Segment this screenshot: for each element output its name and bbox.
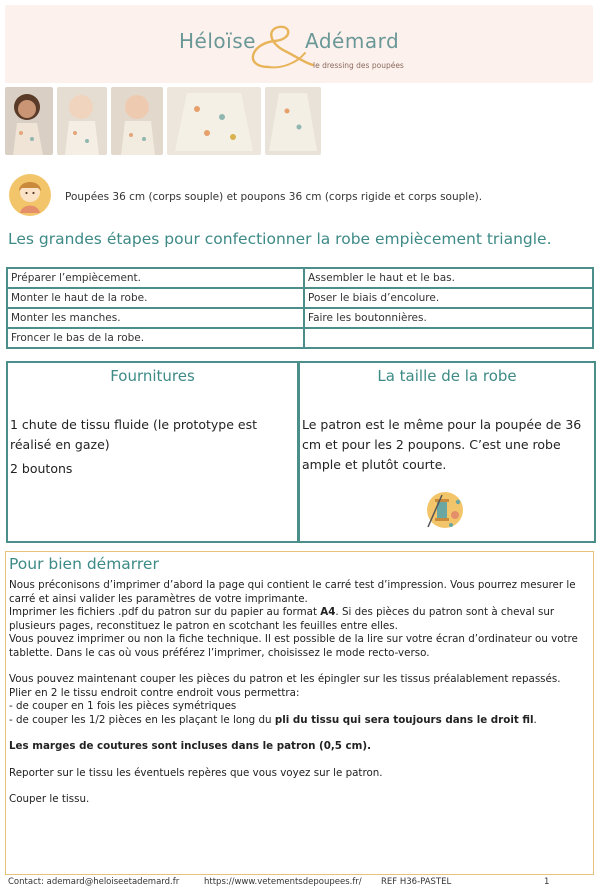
table-row — [7, 328, 593, 348]
footer-website[interactable]: https://www.vetementsdepoupees.fr/ — [204, 877, 362, 887]
paragraph-cut-fabric: Couper le tissu. — [9, 793, 90, 805]
supplies-item-buttons: 2 boutons — [10, 461, 73, 476]
step-cell: Poser le biais d’encolure. — [304, 288, 593, 308]
paragraph-fold-fabric: Plier en 2 le tissu endroit contre endroit vous permettra: — [9, 686, 300, 699]
paragraph-technical-sheet: Vous pouvez imprimer ou non la fiche technique. Il est possible de la lire sur votre écran d’ordinateur ou votre tablette. Dans le cas où vous préférez l’imprimer, choisissez le mode recto-verso. — [9, 633, 578, 659]
logo-text-heloise: Héloïse — [179, 29, 256, 53]
supplies-item-fabric: 1 chute de tissu fluide (le prototype est réalisé en gaze) — [10, 417, 257, 452]
paragraph-half-pieces: - de couper les 1/2 pièces en les plaçant le long du pli du tissu qui sera toujours dans le droit fil. — [9, 713, 537, 726]
photo-doll-1 — [5, 87, 53, 155]
photo-doll-3 — [111, 87, 163, 155]
brand-logo — [173, 19, 443, 75]
getting-started-title: Pour bien démarrer — [9, 555, 159, 573]
doll-sizes-text: Poupées 36 cm (corps souple) et poupons 36 cm (corps rigide et corps souple). — [65, 191, 483, 203]
step-cell: Préparer l’empiècement. — [7, 268, 304, 288]
dress-size-title: La taille de la robe — [377, 367, 517, 385]
step-cell: Monter le haut de la robe. — [7, 288, 304, 308]
step-cell — [304, 328, 593, 348]
paragraph-cut-pieces: Vous pouvez maintenant couper les pièces du patron et les épingler sur les tissus préalablement repassés. — [9, 673, 561, 685]
supplies-title: Fournitures — [110, 367, 195, 385]
footer-reference: REF H36-PASTEL — [381, 877, 452, 887]
steps-table — [6, 267, 594, 349]
step-cell: Faire les boutonnières. — [304, 308, 593, 328]
steps-section-title: Les grandes étapes pour confectionner la robe empiècement triangle. — [8, 230, 552, 248]
photo-dress-back — [265, 87, 321, 155]
footer-contact: Contact: ademard@heloiseetademard.fr — [8, 877, 180, 887]
logo-text-ademard: Adémard — [305, 29, 400, 53]
paragraph-test-print: Nous préconisons d’imprimer d’abord la page qui contient le carré test d’impression. Vous pourrez mesurer le carré et ainsi valider les paramètres de votre imprimante. — [9, 579, 576, 605]
getting-started-box — [5, 551, 594, 875]
doll-icon — [8, 173, 52, 217]
logo-tagline: le dressing des poupées — [313, 61, 404, 70]
paragraph-symmetric-pieces: - de couper en 1 fois les pièces symétriques — [9, 700, 237, 712]
supplies-box — [6, 361, 299, 543]
paragraph-seam-allowance: Les marges de coutures sont incluses dans le patron (0,5 cm). — [9, 740, 371, 752]
sewing-kit-icon — [422, 487, 468, 533]
doll-sizes-row — [8, 173, 588, 223]
table-row — [7, 288, 593, 308]
step-cell: Froncer le bas de la robe. — [7, 328, 304, 348]
step-cell: Assembler le haut et le bas. — [304, 268, 593, 288]
paragraph-print-format: Imprimer les fichiers .pdf du patron sur du papier au format A4. Si des pièces du patron sont à cheval sur plusieurs pages, reconstituez le patron en scotchant les feuilles entre elles. — [9, 606, 555, 632]
getting-started-body — [9, 579, 589, 807]
photo-doll-2 — [57, 87, 107, 155]
table-row — [7, 308, 593, 328]
dress-size-box — [298, 361, 596, 543]
paragraph-markings: Reporter sur le tissu les éventuels repères que vous voyez sur le patron. — [9, 766, 383, 779]
photo-dress-front — [167, 87, 261, 155]
dress-size-text: Le patron est le même pour la poupée de 36 cm et pour les 2 poupons. C’est une robe ample et plutôt courte. — [302, 417, 582, 472]
page-header — [5, 5, 593, 83]
table-row — [7, 268, 593, 288]
footer-page-number: 1 — [544, 877, 550, 887]
step-cell: Monter les manches. — [7, 308, 304, 328]
